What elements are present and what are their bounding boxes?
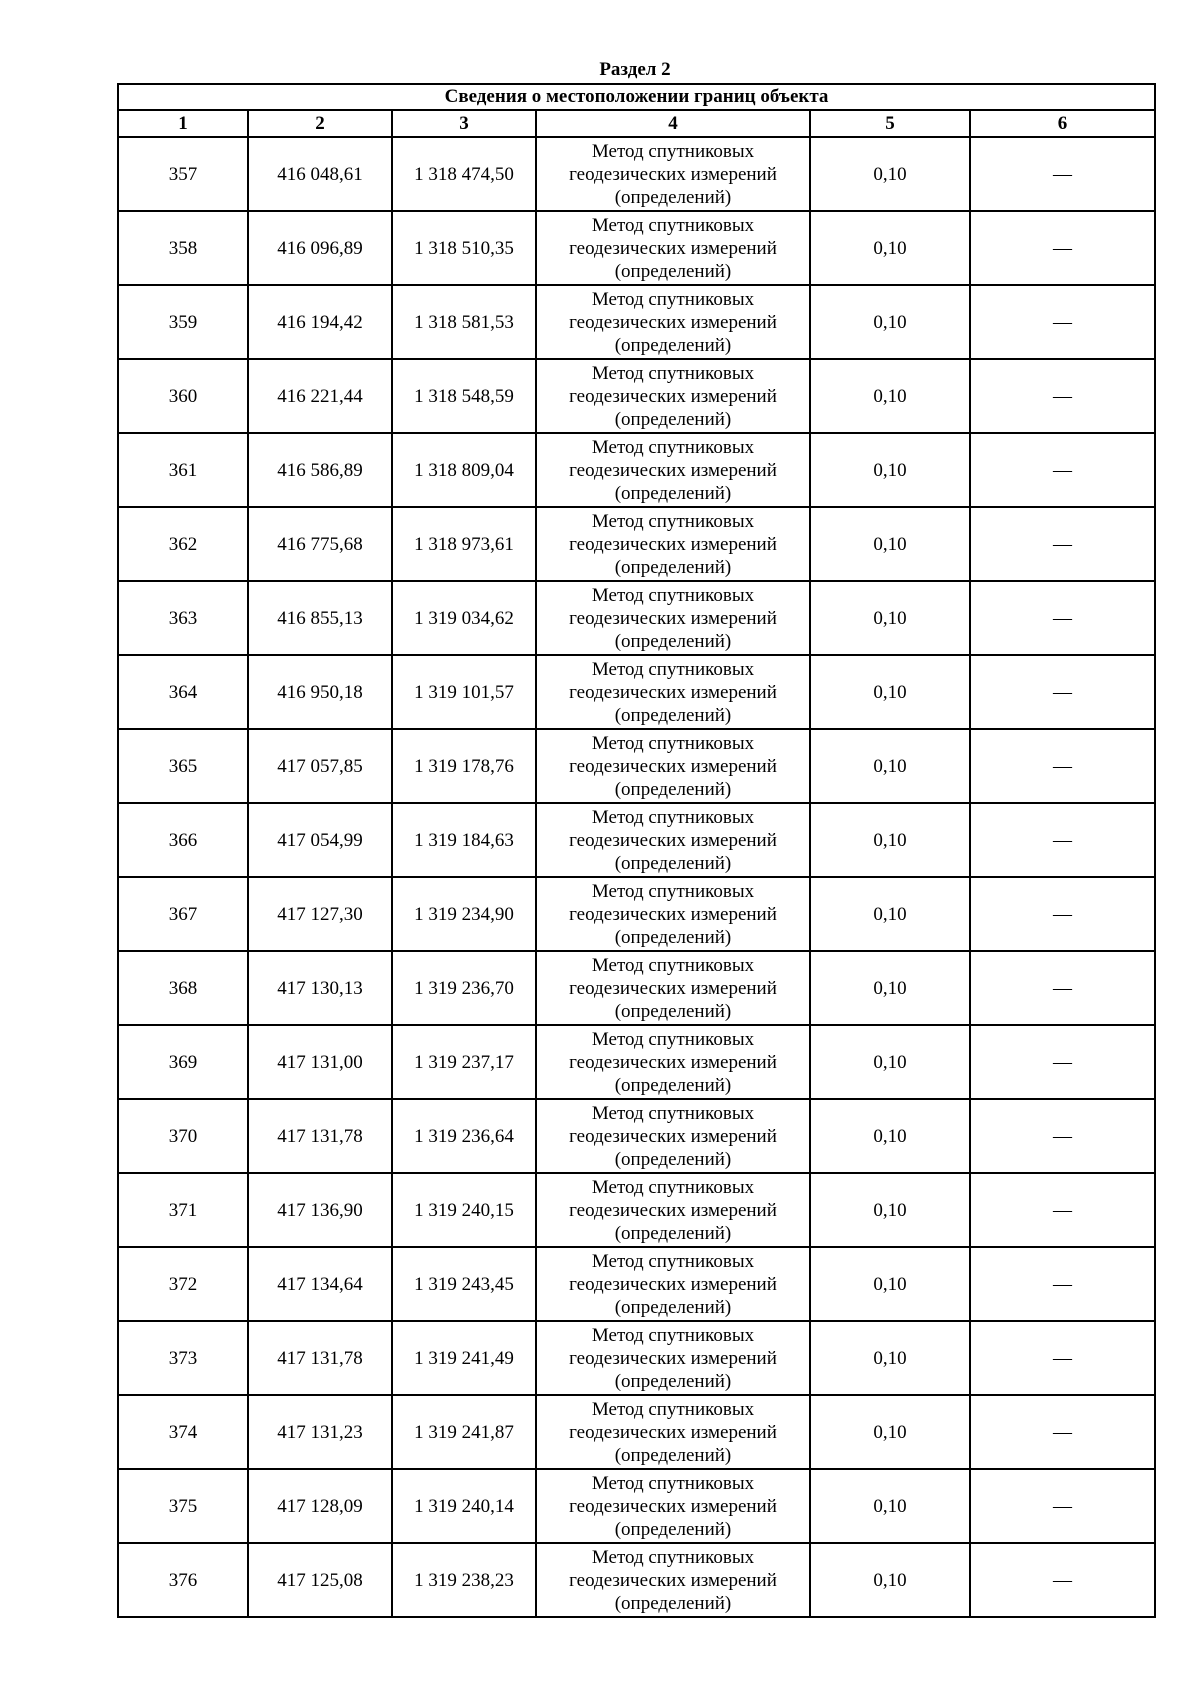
method-cell: Метод спутниковых геодезических измерений (определений) [536, 803, 810, 877]
y-coordinate-cell: 1 318 581,53 [392, 285, 536, 359]
point-number-cell: 368 [118, 951, 248, 1025]
note-cell: — [970, 507, 1155, 581]
y-coordinate-cell: 1 319 034,62 [392, 581, 536, 655]
table-row [118, 877, 1155, 951]
x-coordinate-cell: 417 130,13 [248, 951, 392, 1025]
table-caption: Сведения о местоположении границ объекта [118, 84, 1155, 110]
point-number-cell: 375 [118, 1469, 248, 1543]
note-cell: — [970, 1173, 1155, 1247]
accuracy-cell: 0,10 [810, 211, 970, 285]
column-number-3: 3 [392, 110, 536, 137]
point-number-cell: 374 [118, 1395, 248, 1469]
x-coordinate-cell: 417 125,08 [248, 1543, 392, 1617]
y-coordinate-cell: 1 319 236,70 [392, 951, 536, 1025]
method-cell: Метод спутниковых геодезических измерений (определений) [536, 359, 810, 433]
x-coordinate-cell: 416 048,61 [248, 137, 392, 211]
note-cell: — [970, 1099, 1155, 1173]
y-coordinate-cell: 1 319 243,45 [392, 1247, 536, 1321]
accuracy-cell: 0,10 [810, 951, 970, 1025]
accuracy-cell: 0,10 [810, 1321, 970, 1395]
accuracy-cell: 0,10 [810, 1173, 970, 1247]
point-number-cell: 363 [118, 581, 248, 655]
method-cell: Метод спутниковых геодезических измерений (определений) [536, 951, 810, 1025]
table-row [118, 285, 1155, 359]
x-coordinate-cell: 416 221,44 [248, 359, 392, 433]
column-number-row [118, 110, 1155, 137]
x-coordinate-cell: 416 855,13 [248, 581, 392, 655]
accuracy-cell: 0,10 [810, 1395, 970, 1469]
y-coordinate-cell: 1 319 240,15 [392, 1173, 536, 1247]
y-coordinate-cell: 1 319 237,17 [392, 1025, 536, 1099]
y-coordinate-cell: 1 319 184,63 [392, 803, 536, 877]
method-cell: Метод спутниковых геодезических измерений (определений) [536, 1321, 810, 1395]
table-row [118, 1173, 1155, 1247]
note-cell: — [970, 729, 1155, 803]
note-cell: — [970, 803, 1155, 877]
method-cell: Метод спутниковых геодезических измерений (определений) [536, 581, 810, 655]
point-number-cell: 358 [118, 211, 248, 285]
accuracy-cell: 0,10 [810, 803, 970, 877]
table-row [118, 729, 1155, 803]
method-cell: Метод спутниковых геодезических измерений (определений) [536, 729, 810, 803]
y-coordinate-cell: 1 319 240,14 [392, 1469, 536, 1543]
method-cell: Метод спутниковых геодезических измерений (определений) [536, 137, 810, 211]
y-coordinate-cell: 1 318 973,61 [392, 507, 536, 581]
column-number-1: 1 [118, 110, 248, 137]
point-number-cell: 361 [118, 433, 248, 507]
x-coordinate-cell: 417 131,78 [248, 1099, 392, 1173]
method-cell: Метод спутниковых геодезических измерений (определений) [536, 1395, 810, 1469]
y-coordinate-cell: 1 318 474,50 [392, 137, 536, 211]
table-row [118, 137, 1155, 211]
x-coordinate-cell: 416 950,18 [248, 655, 392, 729]
x-coordinate-cell: 417 131,78 [248, 1321, 392, 1395]
method-cell: Метод спутниковых геодезических измерений (определений) [536, 1543, 810, 1617]
accuracy-cell: 0,10 [810, 137, 970, 211]
y-coordinate-cell: 1 318 548,59 [392, 359, 536, 433]
x-coordinate-cell: 417 131,00 [248, 1025, 392, 1099]
accuracy-cell: 0,10 [810, 729, 970, 803]
accuracy-cell: 0,10 [810, 433, 970, 507]
point-number-cell: 365 [118, 729, 248, 803]
point-number-cell: 360 [118, 359, 248, 433]
note-cell: — [970, 137, 1155, 211]
note-cell: — [970, 1025, 1155, 1099]
x-coordinate-cell: 417 131,23 [248, 1395, 392, 1469]
x-coordinate-cell: 417 136,90 [248, 1173, 392, 1247]
point-number-cell: 373 [118, 1321, 248, 1395]
table-row [118, 211, 1155, 285]
accuracy-cell: 0,10 [810, 655, 970, 729]
y-coordinate-cell: 1 319 178,76 [392, 729, 536, 803]
point-number-cell: 369 [118, 1025, 248, 1099]
accuracy-cell: 0,10 [810, 1099, 970, 1173]
accuracy-cell: 0,10 [810, 1025, 970, 1099]
column-number-4: 4 [536, 110, 810, 137]
method-cell: Метод спутниковых геодезических измерений (определений) [536, 433, 810, 507]
note-cell: — [970, 1247, 1155, 1321]
note-cell: — [970, 655, 1155, 729]
table-row [118, 433, 1155, 507]
table-row [118, 951, 1155, 1025]
x-coordinate-cell: 416 096,89 [248, 211, 392, 285]
accuracy-cell: 0,10 [810, 285, 970, 359]
x-coordinate-cell: 416 586,89 [248, 433, 392, 507]
point-number-cell: 367 [118, 877, 248, 951]
point-number-cell: 357 [118, 137, 248, 211]
table-row [118, 1025, 1155, 1099]
accuracy-cell: 0,10 [810, 877, 970, 951]
note-cell: — [970, 285, 1155, 359]
x-coordinate-cell: 417 134,64 [248, 1247, 392, 1321]
note-cell: — [970, 877, 1155, 951]
x-coordinate-cell: 417 057,85 [248, 729, 392, 803]
point-number-cell: 366 [118, 803, 248, 877]
point-number-cell: 372 [118, 1247, 248, 1321]
table-row [118, 359, 1155, 433]
table-row [118, 581, 1155, 655]
y-coordinate-cell: 1 319 234,90 [392, 877, 536, 951]
method-cell: Метод спутниковых геодезических измерений (определений) [536, 877, 810, 951]
method-cell: Метод спутниковых геодезических измерений (определений) [536, 1469, 810, 1543]
note-cell: — [970, 1469, 1155, 1543]
point-number-cell: 364 [118, 655, 248, 729]
method-cell: Метод спутниковых геодезических измерений (определений) [536, 1173, 810, 1247]
x-coordinate-cell: 417 127,30 [248, 877, 392, 951]
accuracy-cell: 0,10 [810, 359, 970, 433]
method-cell: Метод спутниковых геодезических измерений (определений) [536, 285, 810, 359]
x-coordinate-cell: 416 194,42 [248, 285, 392, 359]
note-cell: — [970, 951, 1155, 1025]
table-row [118, 1099, 1155, 1173]
y-coordinate-cell: 1 319 101,57 [392, 655, 536, 729]
note-cell: — [970, 1321, 1155, 1395]
x-coordinate-cell: 416 775,68 [248, 507, 392, 581]
note-cell: — [970, 1395, 1155, 1469]
table-row [118, 1321, 1155, 1395]
note-cell: — [970, 581, 1155, 655]
accuracy-cell: 0,10 [810, 1469, 970, 1543]
x-coordinate-cell: 417 128,09 [248, 1469, 392, 1543]
y-coordinate-cell: 1 318 809,04 [392, 433, 536, 507]
section-title: Раздел 2 [599, 59, 671, 80]
point-number-cell: 376 [118, 1543, 248, 1617]
method-cell: Метод спутниковых геодезических измерений (определений) [536, 211, 810, 285]
method-cell: Метод спутниковых геодезических измерений (определений) [536, 655, 810, 729]
column-number-2: 2 [248, 110, 392, 137]
note-cell: — [970, 1543, 1155, 1617]
y-coordinate-cell: 1 318 510,35 [392, 211, 536, 285]
accuracy-cell: 0,10 [810, 1543, 970, 1617]
y-coordinate-cell: 1 319 241,49 [392, 1321, 536, 1395]
column-number-5: 5 [810, 110, 970, 137]
accuracy-cell: 0,10 [810, 1247, 970, 1321]
method-cell: Метод спутниковых геодезических измерений (определений) [536, 1247, 810, 1321]
x-coordinate-cell: 417 054,99 [248, 803, 392, 877]
table-row [118, 803, 1155, 877]
point-number-cell: 370 [118, 1099, 248, 1173]
method-cell: Метод спутниковых геодезических измерений (определений) [536, 1025, 810, 1099]
table-row [118, 1247, 1155, 1321]
note-cell: — [970, 359, 1155, 433]
method-cell: Метод спутниковых геодезических измерений (определений) [536, 507, 810, 581]
table-caption-row [118, 84, 1155, 110]
table-row [118, 1469, 1155, 1543]
method-cell: Метод спутниковых геодезических измерений (определений) [536, 1099, 810, 1173]
table-row [118, 507, 1155, 581]
note-cell: — [970, 211, 1155, 285]
y-coordinate-cell: 1 319 236,64 [392, 1099, 536, 1173]
boundary-coordinates-table [117, 83, 1156, 1618]
note-cell: — [970, 433, 1155, 507]
accuracy-cell: 0,10 [810, 581, 970, 655]
table-row [118, 1543, 1155, 1617]
point-number-cell: 359 [118, 285, 248, 359]
table-row [118, 1395, 1155, 1469]
y-coordinate-cell: 1 319 238,23 [392, 1543, 536, 1617]
column-number-6: 6 [970, 110, 1155, 137]
accuracy-cell: 0,10 [810, 507, 970, 581]
point-number-cell: 362 [118, 507, 248, 581]
point-number-cell: 371 [118, 1173, 248, 1247]
table-row [118, 655, 1155, 729]
y-coordinate-cell: 1 319 241,87 [392, 1395, 536, 1469]
